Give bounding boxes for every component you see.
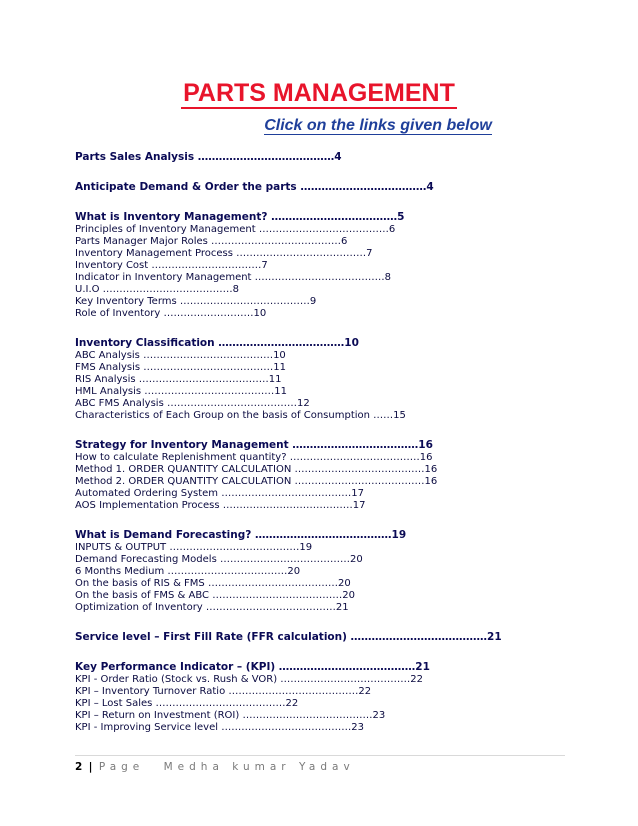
toc-section-heading-link[interactable]: What is Inventory Management? ………………………………5	[75, 211, 405, 223]
toc-entry-link[interactable]: Indicator in Inventory Management …………………………………8	[75, 272, 392, 283]
toc-section	[75, 439, 595, 512]
toc-section	[75, 337, 595, 422]
author-name: Medha kumar Yadav	[163, 761, 355, 773]
toc-entry-link[interactable]: Characteristics of Each Group on the basis of Consumption ……15	[75, 410, 406, 421]
toc-section-heading-link[interactable]: Service level – First Fill Rate (FFR calculation) …………………………………21	[75, 631, 502, 643]
toc-entry-link[interactable]: Key Inventory Terms …………………………………9	[75, 296, 317, 307]
toc-entry-link[interactable]: Automated Ordering System …………………………………17	[75, 488, 364, 499]
toc-entry-link[interactable]: INPUTS & OUTPUT …………………………………19	[75, 542, 313, 553]
toc-entry-link[interactable]: U.I.O …………………………………8	[75, 284, 240, 295]
toc-entry-link[interactable]: FMS Analysis …………………………………11	[75, 362, 287, 373]
toc-entry-link[interactable]: Inventory Management Process …………………………………7	[75, 248, 373, 259]
toc-entry-link[interactable]: 6 Months Medium ………………………………20	[75, 566, 301, 577]
toc-entry-link[interactable]: On the basis of FMS & ABC …………………………………20	[75, 590, 355, 601]
toc-entry-link[interactable]: Demand Forecasting Models …………………………………20	[75, 554, 363, 565]
page-title: PARTS MANAGEMENT	[183, 79, 455, 107]
table-of-contents	[75, 151, 595, 751]
toc-entry-link[interactable]: Principles of Inventory Management …………………………………6	[75, 224, 396, 235]
page-number: 2	[75, 761, 83, 773]
toc-entry-link[interactable]: KPI - Improving Service level …………………………………23	[75, 722, 364, 733]
toc-entry-link[interactable]: RIS Analysis …………………………………11	[75, 374, 282, 385]
toc-entry-link[interactable]: Inventory Cost ……………………………7	[75, 260, 268, 271]
toc-section-heading-link[interactable]: Parts Sales Analysis …………………………………4	[75, 151, 342, 163]
page-label: Page	[98, 761, 145, 773]
toc-section	[75, 151, 595, 164]
toc-entry-link[interactable]: KPI - Order Ratio (Stock vs. Rush & VOR) …………………………………22	[75, 674, 424, 685]
toc-section	[75, 631, 595, 644]
toc-entry-link[interactable]: How to calculate Replenishment quantity? …………………………………16	[75, 452, 433, 463]
toc-entry-link[interactable]: Optimization of Inventory …………………………………21	[75, 602, 349, 613]
toc-entry-link[interactable]: ABC FMS Analysis …………………………………12	[75, 398, 310, 409]
toc-section	[75, 181, 595, 194]
toc-entry-link[interactable]: HML Analysis …………………………………11	[75, 386, 288, 397]
toc-entry-link[interactable]: KPI – Inventory Turnover Ratio …………………………………22	[75, 686, 372, 697]
footer-separator: |	[88, 761, 93, 773]
toc-entry-link[interactable]: KPI – Return on Investment (ROI) …………………………………23	[75, 710, 386, 721]
toc-entry-link[interactable]: On the basis of RIS & FMS …………………………………20	[75, 578, 351, 589]
toc-entry-link[interactable]: Role of Inventory ………………………10	[75, 308, 267, 319]
toc-section	[75, 211, 595, 320]
toc-entry-link[interactable]: Parts Manager Major Roles …………………………………6	[75, 236, 348, 247]
toc-entry-link[interactable]: KPI – Lost Sales …………………………………22	[75, 698, 299, 709]
toc-entry-link[interactable]: AOS Implementation Process …………………………………17	[75, 500, 366, 511]
toc-section	[75, 529, 595, 614]
toc-section-heading-link[interactable]: Inventory Classification ………………………………10	[75, 337, 359, 349]
toc-section-heading-link[interactable]: Strategy for Inventory Management ………………………………16	[75, 439, 433, 451]
links-instruction: Click on the links given below	[264, 117, 492, 134]
toc-entry-link[interactable]: Method 1. ORDER QUANTITY CALCULATION …………………………………16	[75, 464, 438, 475]
toc-entry-link[interactable]: Method 2. ORDER QUANTITY CALCULATION …………………………………16	[75, 476, 438, 487]
toc-section	[75, 661, 595, 734]
toc-section-heading-link[interactable]: Anticipate Demand & Order the parts ………………………………4	[75, 181, 434, 193]
toc-section-heading-link[interactable]: Key Performance Indicator – (KPI) …………………………………21	[75, 661, 430, 673]
page-footer	[75, 755, 565, 773]
toc-entry-link[interactable]: ABC Analysis …………………………………10	[75, 350, 286, 361]
toc-section-heading-link[interactable]: What is Demand Forecasting? …………………………………19	[75, 529, 407, 541]
